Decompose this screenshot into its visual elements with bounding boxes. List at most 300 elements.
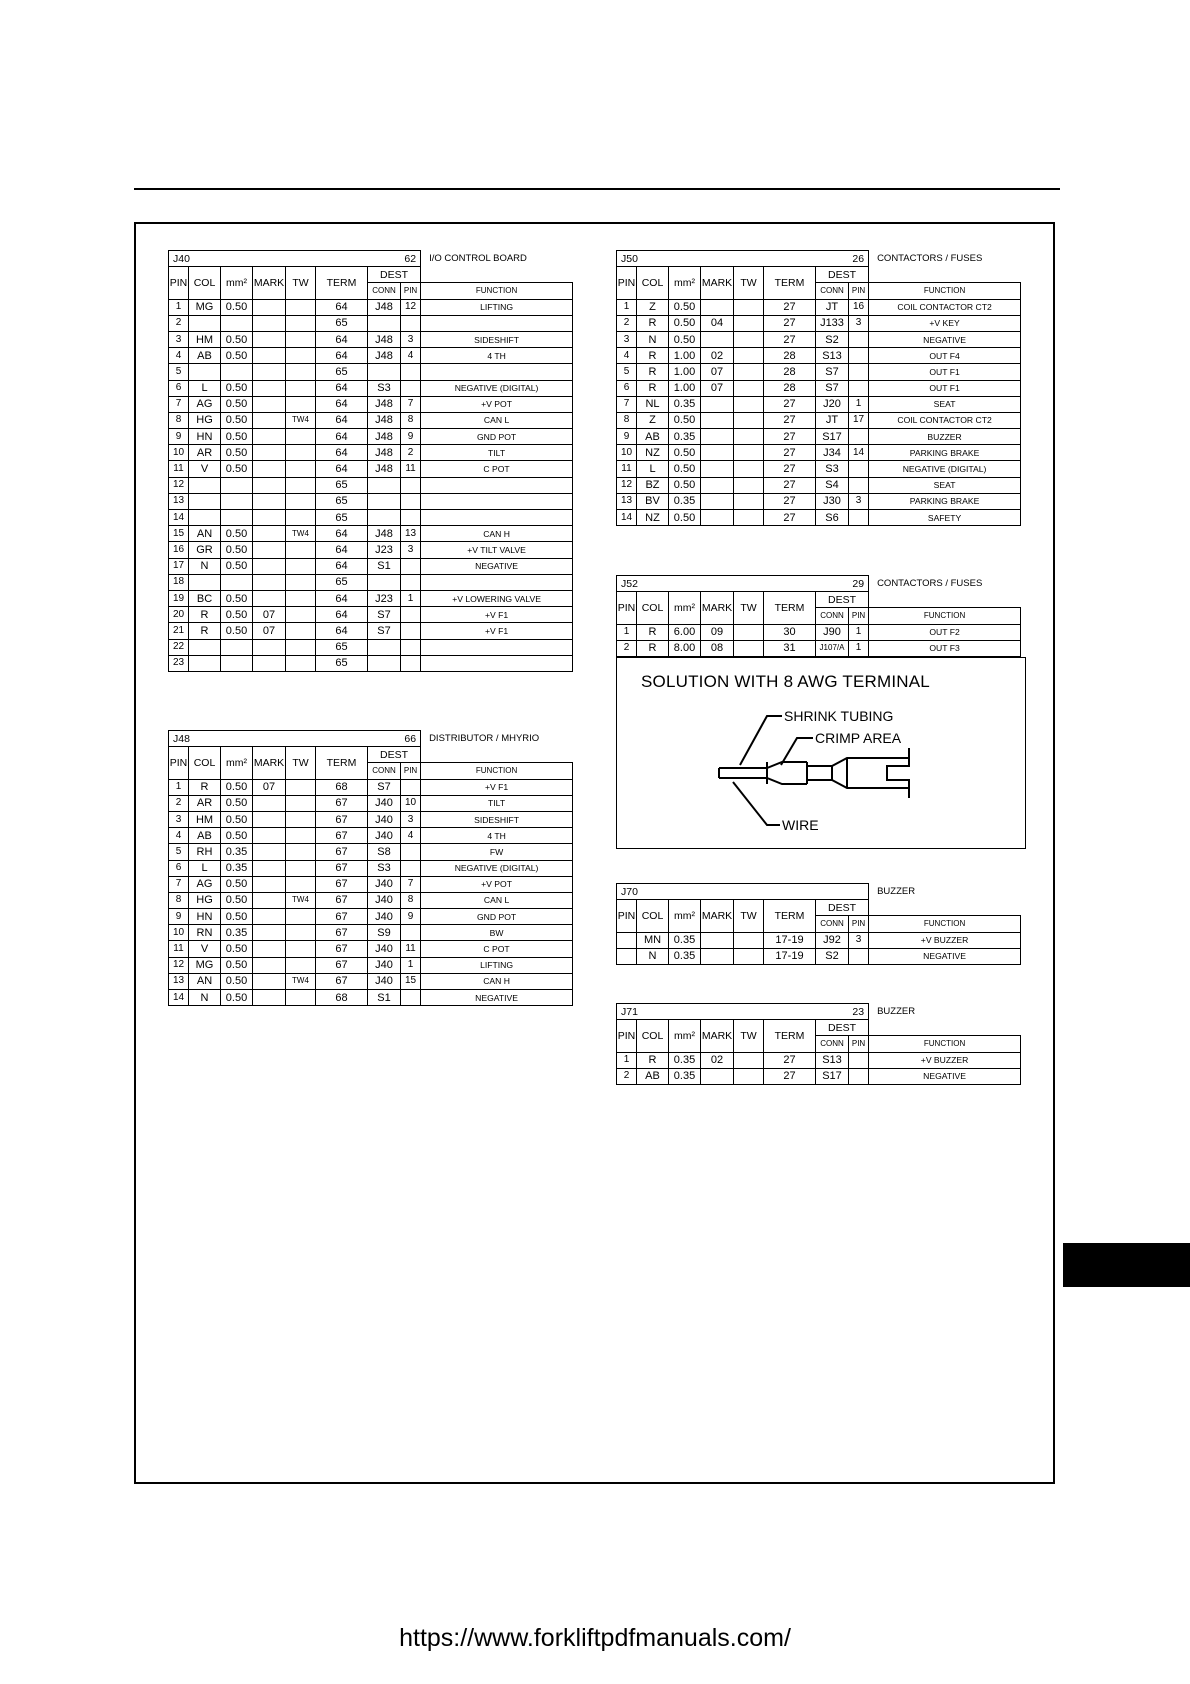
connector-title-row [617,251,1021,267]
cell-dpin: 15 [401,973,421,989]
cell-col: V [189,941,221,957]
table-row [617,315,1021,331]
cell-col: R [637,380,669,396]
cell-pin: 7 [169,876,189,892]
cell-term: 64 [316,396,368,412]
cell-mark [253,315,286,331]
cell-mark [253,331,286,347]
cell-col: HG [189,412,221,428]
cell-col: AB [637,429,669,445]
cell-conn: S1 [368,990,401,1006]
connector-id-cell [617,576,869,592]
cell-tw [286,876,316,892]
header-mm: mm² [669,1020,701,1052]
cell-tw [734,396,764,412]
cell-mark [253,590,286,606]
cell-conn: S2 [816,331,849,347]
cell-conn: J40 [368,828,401,844]
cell-mm: 0.50 [221,558,253,574]
cell-pin: 5 [169,364,189,380]
wire-label: WIRE [782,817,819,833]
table-row [617,445,1021,461]
cell-conn: J48 [368,461,401,477]
cell-function: 4 TH [421,348,573,364]
cell-mark [253,941,286,957]
connector-table-j71 [616,1003,1021,1085]
cell-conn: J20 [816,396,849,412]
cell-conn: S3 [816,461,849,477]
cell-mm: 0.50 [221,795,253,811]
cell-dpin: 10 [401,795,421,811]
header-spacer [421,267,573,283]
cell-pin: 15 [169,526,189,542]
footer-url[interactable]: https://www.forkliftpdfmanuals.com/ [399,1624,791,1652]
cell-pin: 4 [169,828,189,844]
cell-term: 30 [764,624,816,640]
connector-title: BUZZER [877,885,916,897]
table-row [169,396,573,412]
cell-pin: 9 [617,429,637,445]
cell-tw [286,623,316,639]
header-col: COL [189,747,221,779]
cell-mm: 0.50 [221,623,253,639]
header-row [617,900,1021,916]
table-row [617,624,1021,640]
cell-mark: 02 [701,348,734,364]
cell-conn: J48 [368,429,401,445]
cell-mark: 07 [253,607,286,623]
connector-count: 23 [852,1005,865,1018]
cell-pin: 6 [169,380,189,396]
header-dest-pin: PIN [849,916,869,932]
table-row [169,429,573,445]
cell-tw [734,445,764,461]
header-function: FUNCTION [869,283,1021,299]
cell-col: AG [189,396,221,412]
header-rule [134,188,1060,190]
cell-mark [253,925,286,941]
header-dest-pin: PIN [849,608,869,624]
cell-col [189,655,221,671]
cell-dpin [401,925,421,941]
header-term: TERM [764,592,816,624]
header-col: COL [637,1020,669,1052]
cell-col: Z [637,412,669,428]
cell-function: SIDESHIFT [421,331,573,347]
header-mm: mm² [669,592,701,624]
cell-function: GND POT [421,429,573,445]
terminal-drawing [617,658,1027,850]
cell-dpin [401,558,421,574]
table-row [169,990,573,1006]
cell-term: 64 [316,412,368,428]
cell-tw [286,957,316,973]
cell-conn: J92 [816,932,849,948]
terminal-figure [616,657,1026,849]
table-row [169,412,573,428]
table-row [169,477,573,493]
cell-mark [253,639,286,655]
cell-pin: 4 [169,348,189,364]
cell-pin: 3 [617,331,637,347]
cell-term: 17-19 [764,948,816,964]
cell-mm: 0.35 [669,429,701,445]
table-row [169,860,573,876]
cell-dpin: 11 [401,941,421,957]
section-tab-marker [1063,1243,1190,1287]
cell-function [421,315,573,331]
cell-pin: 14 [169,990,189,1006]
cell-pin: 23 [169,655,189,671]
header-dest: DEST [816,592,869,608]
header-row [169,267,573,283]
cell-pin: 6 [617,380,637,396]
cell-function: 4 TH [421,828,573,844]
header-term: TERM [316,267,368,299]
connector-title-row [169,731,573,747]
cell-col: MG [189,957,221,973]
cell-function [421,364,573,380]
connector-count: 26 [852,252,865,265]
cell-mark [701,493,734,509]
cell-function: COIL CONTACTOR CT2 [869,299,1021,315]
cell-dpin: 12 [401,299,421,315]
header-tw: TW [734,267,764,299]
cell-term: 65 [316,639,368,655]
cell-mark [253,542,286,558]
table-row [169,957,573,973]
cell-pin: 11 [169,941,189,957]
connector-title: CONTACTORS / FUSES [877,252,983,264]
cell-pin: 18 [169,574,189,590]
header-mm: mm² [221,747,253,779]
cell-dpin: 1 [849,640,869,656]
header-dest: DEST [816,900,869,916]
cell-term: 27 [764,445,816,461]
crimp-area-label: CRIMP AREA [815,730,902,746]
header-term: TERM [764,267,816,299]
cell-conn [368,315,401,331]
shrink-tubing-label: SHRINK TUBING [784,708,894,724]
header-pin: PIN [617,592,637,624]
cell-pin: 13 [617,493,637,509]
cell-mark: 04 [701,315,734,331]
cell-conn: J48 [368,348,401,364]
cell-tw: TW4 [286,412,316,428]
cell-term: 67 [316,909,368,925]
cell-conn: J48 [368,299,401,315]
cell-mm: 0.50 [221,957,253,973]
cell-term: 64 [316,623,368,639]
connector-count: 62 [404,252,417,265]
cell-conn: JT [816,299,849,315]
cell-mm: 0.50 [221,412,253,428]
cell-col: N [637,948,669,964]
cell-mm: 0.50 [221,828,253,844]
cell-col: AB [189,828,221,844]
table-row [169,542,573,558]
cell-pin: 12 [617,477,637,493]
table-row [169,828,573,844]
cell-dpin: 2 [401,445,421,461]
cell-function [421,655,573,671]
cell-dpin: 9 [401,429,421,445]
connector-grid [168,250,573,672]
cell-pin: 20 [169,607,189,623]
cell-term: 67 [316,811,368,827]
cell-pin: 17 [169,558,189,574]
cell-function: CAN H [421,526,573,542]
cell-dpin [849,948,869,964]
cell-col: AN [189,526,221,542]
cell-pin: 11 [169,461,189,477]
cell-mm: 0.50 [221,429,253,445]
table-row [169,876,573,892]
table-row [169,331,573,347]
cell-tw [734,331,764,347]
table-row [617,380,1021,396]
cell-term: 64 [316,380,368,396]
cell-term: 64 [316,445,368,461]
cell-dpin [849,331,869,347]
connector-count: 29 [852,577,865,590]
cell-conn: S7 [368,623,401,639]
cell-pin: 4 [617,348,637,364]
cell-term: 28 [764,348,816,364]
connector-id: J40 [173,252,190,265]
cell-term: 27 [764,412,816,428]
cell-function: C POT [421,941,573,957]
cell-tw [734,315,764,331]
cell-col: R [637,1052,669,1068]
table-row [617,493,1021,509]
cell-mark: 07 [253,623,286,639]
cell-term: 27 [764,331,816,347]
cell-conn: J40 [368,957,401,973]
cell-mark [253,348,286,364]
cell-col: AB [637,1068,669,1084]
cell-mm: 0.50 [669,331,701,347]
cell-dpin [401,639,421,655]
header-mm: mm² [669,267,701,299]
cell-pin: 1 [617,299,637,315]
header-row [617,267,1021,283]
table-row [169,607,573,623]
cell-dpin: 17 [849,412,869,428]
cell-pin: 1 [617,1052,637,1068]
connector-title: DISTRIBUTOR / MHYRIO [429,732,540,744]
header-mark: MARK [701,1020,734,1052]
cell-tw [286,655,316,671]
cell-mm [221,315,253,331]
cell-term: 64 [316,590,368,606]
table-row [169,348,573,364]
cell-tw: TW4 [286,892,316,908]
cell-mm: 0.50 [669,510,701,526]
cell-function: +V KEY [869,315,1021,331]
cell-function: BUZZER [869,429,1021,445]
header-function: FUNCTION [421,283,573,299]
cell-dpin: 16 [849,299,869,315]
cell-term: 27 [764,1052,816,1068]
table-row [617,331,1021,347]
cell-mark [701,331,734,347]
table-row [169,909,573,925]
cell-function: CAN L [421,892,573,908]
cell-term: 68 [316,779,368,795]
header-tw: TW [286,747,316,779]
cell-conn: J34 [816,445,849,461]
cell-term: 27 [764,429,816,445]
cell-mark [701,477,734,493]
cell-dpin [849,1068,869,1084]
header-function: FUNCTION [421,763,573,779]
cell-mm: 0.35 [669,1052,701,1068]
cell-function: NEGATIVE (DIGITAL) [421,860,573,876]
cell-term: 27 [764,299,816,315]
cell-conn: J40 [368,795,401,811]
cell-col: R [189,623,221,639]
cell-col: BC [189,590,221,606]
cell-tw [734,493,764,509]
cell-term: 64 [316,429,368,445]
header-pin: PIN [617,1020,637,1052]
cell-mark [253,957,286,973]
cell-tw [734,364,764,380]
cell-conn [368,655,401,671]
cell-pin: 7 [169,396,189,412]
cell-tw [734,1052,764,1068]
connector-grid [616,883,1021,965]
connector-title: BUZZER [877,1005,916,1017]
cell-function: NEGATIVE [421,558,573,574]
cell-function: +V TILT VALVE [421,542,573,558]
cell-term: 27 [764,493,816,509]
cell-term: 67 [316,941,368,957]
cell-conn: S7 [816,380,849,396]
cell-mm: 0.35 [221,925,253,941]
connector-count: 66 [404,732,417,745]
cell-function: BW [421,925,573,941]
table-row [617,396,1021,412]
cell-dpin [401,574,421,590]
cell-tw [286,941,316,957]
cell-term: 67 [316,860,368,876]
cell-mm [221,639,253,655]
cell-pin: 10 [169,925,189,941]
cell-mm: 0.50 [221,396,253,412]
cell-dpin: 1 [849,396,869,412]
header-term: TERM [316,747,368,779]
cell-tw [734,380,764,396]
cell-col: BV [637,493,669,509]
cell-dpin: 8 [401,892,421,908]
cell-mark: 02 [701,1052,734,1068]
cell-conn: S7 [368,607,401,623]
connector-id-cell [617,251,869,267]
cell-col: R [637,364,669,380]
cell-conn: S8 [368,844,401,860]
connector-table-j48 [168,730,573,1006]
cell-pin: 2 [169,795,189,811]
header-function: FUNCTION [869,1036,1021,1052]
table-row [169,844,573,860]
table-row [169,811,573,827]
connector-id: J50 [621,252,638,265]
table-row [169,779,573,795]
cell-dpin: 13 [401,526,421,542]
header-row [617,592,1021,608]
header-row [617,1020,1021,1036]
cell-col [189,574,221,590]
cell-pin: 12 [169,477,189,493]
cell-mm: 0.50 [221,542,253,558]
cell-mark [701,445,734,461]
cell-function: SEAT [869,396,1021,412]
cell-conn: S4 [816,477,849,493]
cell-pin: 2 [617,640,637,656]
cell-pin: 12 [169,957,189,973]
cell-tw [286,558,316,574]
cell-col [189,639,221,655]
cell-dpin [401,779,421,795]
cell-function: +V BUZZER [869,932,1021,948]
cell-mm: 0.50 [221,607,253,623]
header-pin: PIN [169,267,189,299]
cell-term: 64 [316,348,368,364]
cell-conn: J40 [368,811,401,827]
cell-dpin: 3 [401,811,421,827]
cell-mm [221,364,253,380]
cell-conn: S6 [816,510,849,526]
table-row [617,412,1021,428]
cell-conn: S17 [816,429,849,445]
cell-mark [253,811,286,827]
cell-function: OUT F3 [869,640,1021,656]
cell-conn [368,639,401,655]
cell-tw [286,315,316,331]
cell-dpin [849,1052,869,1068]
cell-mm: 0.50 [221,973,253,989]
cell-conn [368,364,401,380]
cell-pin: 1 [169,779,189,795]
cell-conn: J23 [368,542,401,558]
cell-tw [286,844,316,860]
cell-mm: 0.50 [221,348,253,364]
header-conn: CONN [816,283,849,299]
connector-title-row [617,1004,1021,1020]
cell-tw [734,348,764,364]
cell-mark [701,510,734,526]
cell-pin: 5 [169,844,189,860]
cell-dpin [849,510,869,526]
cell-conn: S7 [368,779,401,795]
cell-conn [368,574,401,590]
cell-term: 17-19 [764,932,816,948]
cell-conn: J48 [368,412,401,428]
cell-function [421,639,573,655]
cell-col: N [189,990,221,1006]
cell-pin: 11 [617,461,637,477]
cell-dpin: 9 [401,909,421,925]
cell-conn: S7 [816,364,849,380]
cell-mm: 0.35 [221,844,253,860]
cell-col: L [189,860,221,876]
cell-col: AR [189,795,221,811]
cell-function: NEGATIVE [869,948,1021,964]
figure-title: SOLUTION WITH 8 AWG TERMINAL [641,672,930,691]
cell-dpin: 1 [401,590,421,606]
